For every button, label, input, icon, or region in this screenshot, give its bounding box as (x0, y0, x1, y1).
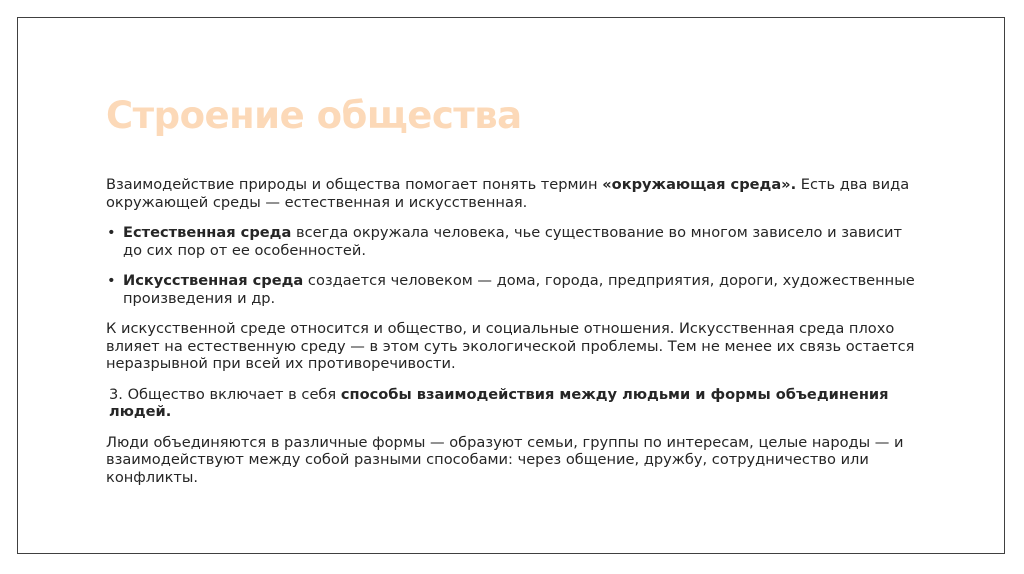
people-unite-paragraph: Люди объединяются в различные формы — образуют семьи, группы по интересам, целые народы — и взаимодействуют между собой разными способами: через общение, дружбу, сотрудничество или конфликты. (106, 433, 904, 486)
bullet-marker: • (107, 272, 116, 289)
point-3-paragraph (106, 386, 916, 421)
bullet-text: всегда окружала человека, чье существование во многом зависело и зависит до сих пор от ее особенностей. (123, 224, 902, 259)
bullet-marker: • (107, 224, 116, 241)
bullet-item-artificial-environment (106, 272, 916, 307)
slide-body (106, 176, 916, 499)
slide-title: Строение общества (106, 94, 522, 137)
society-environment-paragraph: К искусственной среде относится и общество, и социальные отношения. Искусственная среда плохо влияет на естественную среду — в этом суть экологической проблемы. Тем не менее их связь остается неразрывной при всей их противоречивости. (106, 320, 915, 372)
intro-paragraph (106, 176, 916, 211)
point-3-bold: способы взаимодействия между людьми и формы объединения людей. (109, 385, 889, 420)
bullet-text: создается человеком — дома, города, предприятия, дороги, художественные произведения и др. (123, 272, 915, 307)
intro-text-after: Есть два вида окружающей среды — естественная и искусственная. (106, 176, 910, 211)
bullet-bold-term: Естественная среда (123, 224, 292, 241)
slide (17, 17, 1005, 554)
bullet-bold-term: Искусственная среда (123, 272, 304, 289)
intro-bold-term: «окружающая среда». (602, 176, 797, 193)
intro-text-before: Взаимодействие природы и общества помогает понять термин (106, 176, 603, 193)
bullet-item-natural-environment (106, 224, 916, 259)
point-3-text-before: 3. Общество включает в себя (109, 385, 341, 403)
